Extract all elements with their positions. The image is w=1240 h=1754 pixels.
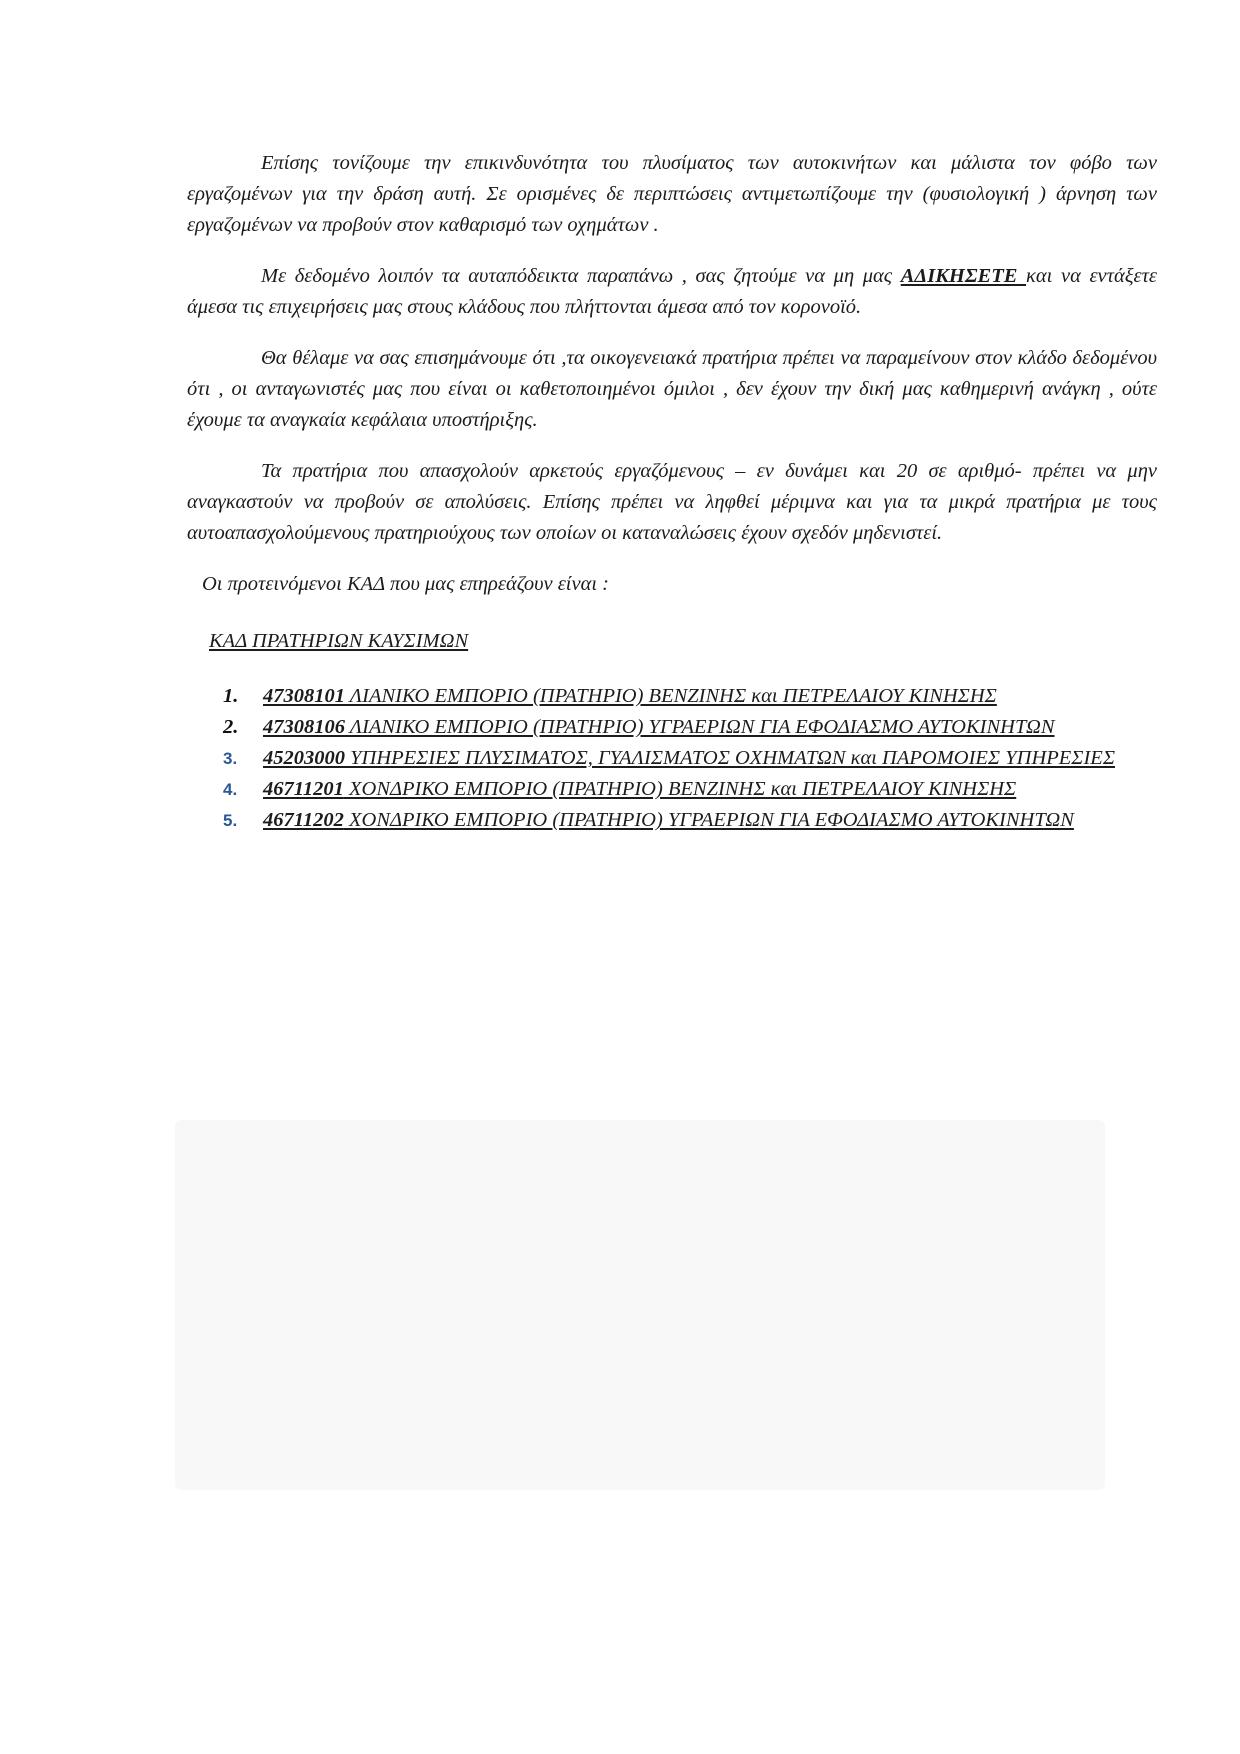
document-page xyxy=(187,148,1157,836)
paragraph-1: Επίσης τονίζουμε την επικινδυνότητα του πλυσίματος των αυτοκινήτων και μάλιστα τον φόβο των εργαζομένων για την δράση αυτή. Σε ορισμένες δε περιπτώσεις αντιμετωπίζουμε την (φυσιολογική ) άρνηση των εργαζομένων να προβούν στον καθαρισμό των οχημάτων . xyxy=(187,152,1157,236)
kad-item xyxy=(187,681,1157,712)
kad-heading: ΚΑΔ ΠΡΑΤΗΡΙΩΝ ΚΑΥΣΙΜΩΝ xyxy=(209,630,469,652)
kad-item-number: 3. xyxy=(223,749,238,768)
erased-signature-area xyxy=(175,1120,1105,1490)
kad-item-description: ΧΟΝΔΡΙΚΟ ΕΜΠΟΡΙΟ (ΠΡΑΤΗΡΙΟ) ΒΕΝΖΙΝΗΣ και ΠΕΤΡΕΛΑΙΟΥ ΚΙΝΗΣΗΣ xyxy=(343,778,1017,800)
kad-item xyxy=(187,805,1157,836)
paragraph-2-emphasis: ΑΔΙΚΗΣΕΤΕ xyxy=(900,265,1027,287)
kad-item xyxy=(187,712,1157,743)
kad-list xyxy=(187,681,1157,836)
kad-item-description: ΧΟΝΔΡΙΚΟ ΕΜΠΟΡΙΟ (ΠΡΑΤΗΡΙΟ) ΥΓΡΑΕΡΙΩΝ ΓΙΑ ΕΦΟΔΙΑΣΜΟ ΑΥΤΟΚΙΝΗΤΩΝ xyxy=(343,809,1074,831)
kad-item xyxy=(187,774,1157,805)
kad-item-description: ΥΠΗΡΕΣΙΕΣ ΠΛΥΣΙΜΑΤΟΣ, ΓΥΑΛΙΣΜΑΤΟΣ ΟΧΗΜΑΤΩΝ και ΠΑΡΟΜΟΙΕΣ ΥΠΗΡΕΣΙΕΣ xyxy=(345,747,1116,769)
kad-item-number: 1. xyxy=(223,685,239,707)
paragraph-3: Θα θέλαμε να σας επισημάνουμε ότι ,τα οικογενειακά πρατήρια πρέπει να παραμείνουν στον κλάδο δεδομένου ότι , οι ανταγωνιστές μας που είναι οι καθετοποιημένοι όμιλοι , δεν έχουν την δική μας καθημερινή ανάγκη , ούτε έχουμε τα αναγκαία κεφάλαια υποστήριξης. xyxy=(187,347,1157,431)
kad-item-code: 46711202 xyxy=(263,809,344,831)
kad-item-code: 47308106 xyxy=(263,716,345,738)
kad-item-description: ΛΙΑΝΙΚΟ ΕΜΠΟΡΙΟ (ΠΡΑΤΗΡΙΟ) ΒΕΝΖΙΝΗΣ και ΠΕΤΡΕΛΑΙΟΥ ΚΙΝΗΣΗΣ xyxy=(345,685,997,707)
kad-item-number: 5. xyxy=(223,811,238,830)
kad-item xyxy=(187,743,1157,774)
kad-intro: Οι προτεινόμενοι ΚΑΔ που μας επηρεάζουν είναι : xyxy=(202,573,609,595)
kad-item-description: ΛΙΑΝΙΚΟ ΕΜΠΟΡΙΟ (ΠΡΑΤΗΡΙΟ) ΥΓΡΑΕΡΙΩΝ ΓΙΑ ΕΦΟΔΙΑΣΜΟ ΑΥΤΟΚΙΝΗΤΩΝ xyxy=(345,716,1055,738)
kad-item-number: 2. xyxy=(223,716,239,738)
kad-item-code: 46711201 xyxy=(263,778,344,800)
kad-item-code: 45203000 xyxy=(263,747,345,769)
kad-item-code: 47308101 xyxy=(263,685,345,707)
paragraph-4: Τα πρατήρια που απασχολούν αρκετούς εργαζόμενους – εν δυνάμει και 20 σε αριθμό- πρέπει να μην αναγκαστούν να προβούν σε απολύσεις. Επίσης πρέπει να ληφθεί μέριμνα και για τα μικρά πρατήρια με τους αυτοαπασχολούμενους πρατηριούχους των οποίων οι καταναλώσεις έχουν σχεδόν μηδενιστεί. xyxy=(187,460,1157,544)
paragraph-2-before: Με δεδομένο λοιπόν τα αυταπόδεικτα παραπάνω , σας ζητούμε να μη μας xyxy=(261,265,901,287)
paragraph-2 xyxy=(187,261,1157,323)
kad-item-number: 4. xyxy=(223,780,238,799)
paragraph-2-after: και να εντάξετε άμεσα τις επιχειρήσεις μας στους κλάδους που πλήττονται άμεσα από τον κορονοϊό. xyxy=(187,265,1157,318)
